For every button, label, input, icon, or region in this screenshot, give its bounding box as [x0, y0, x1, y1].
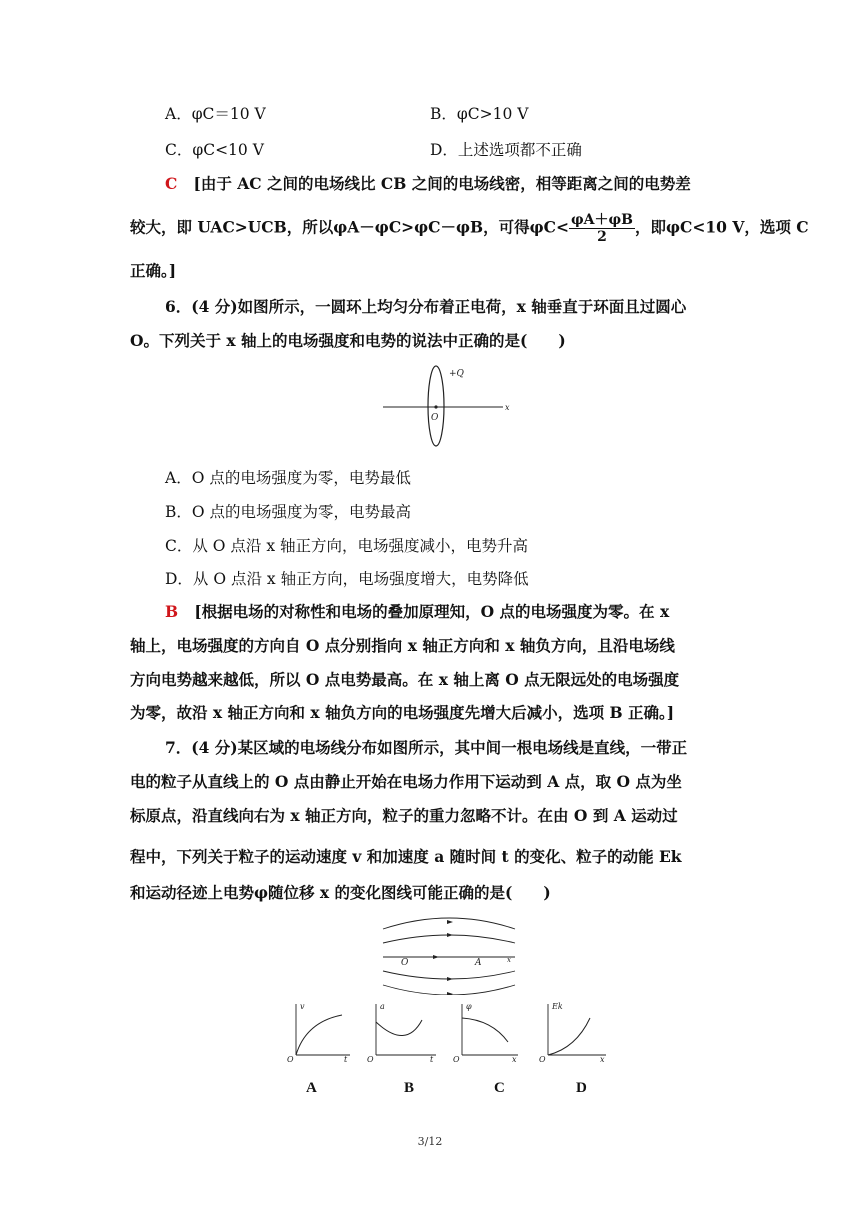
arrow-icon [433, 955, 439, 959]
q5-option-c: C．φC<10 V [165, 141, 264, 159]
panel-a-ylabel: v [300, 1002, 305, 1011]
charge-label: +Q [449, 369, 464, 379]
q6-explanation-line1 [165, 601, 669, 623]
q5-expl-text2b: ，即φC<10 V，选项 C [635, 217, 809, 237]
q5-answer-letter: C [165, 174, 178, 193]
field-line-top-outer [383, 918, 515, 929]
q7-stem-line5: 和运动径迹上电势φ随位移 x 的变化图线可能正确的是( ) [130, 883, 551, 902]
axis-label: x [505, 403, 510, 412]
q5-frac-den: 2 [597, 229, 607, 245]
q6-ring-figure [375, 360, 525, 455]
q7-stem-line2: 电的粒子从直线上的 O 点由静止开始在电场力作用下运动到 A 点，取 O 点为坐 [130, 772, 682, 791]
q6-explanation-line4: 为零，故沿 x 轴正方向和 x 轴负方向的电场强度先增大后减小，选项 B 正确。] [130, 703, 675, 722]
q6-option-c: C．从 O 点沿 x 轴正方向，电场强度减小，电势升高 [165, 537, 529, 555]
panel-a-xlabel: t [344, 1055, 348, 1064]
origin-label: O [431, 413, 439, 423]
panel-b-ylabel: a [380, 1002, 385, 1011]
panel-c-ylabel: φ [466, 1002, 472, 1011]
arrow-icon [447, 977, 453, 981]
q5-expl-text2a: 较大，即 UAC>UCB，所以φA－φC>φC－φB，可得φC< [130, 217, 569, 237]
panel-d-origin: O [539, 1055, 546, 1064]
panel-b-origin: O [367, 1055, 374, 1064]
q6-option-a: A．O 点的电场强度为零，电势最低 [165, 469, 411, 487]
panel-d-label: D [576, 1080, 587, 1096]
q5-fraction [569, 212, 635, 245]
panel-a-origin: O [287, 1055, 294, 1064]
q5-option-d: D．上述选项都不正确 [430, 141, 582, 159]
panel-c-graph [452, 1000, 524, 1065]
panel-d-graph [536, 1000, 612, 1065]
panel-b-xlabel: t [430, 1055, 434, 1064]
panel-b-label: B [404, 1080, 415, 1096]
arrow-icon [447, 920, 453, 924]
q6-stem-line2: O。下列关于 x 轴上的电场强度和电势的说法中正确的是( ) [130, 331, 566, 350]
q7-field-lines-figure [375, 915, 525, 995]
field-A-label: A [475, 958, 482, 968]
panel-b-graph [366, 1000, 442, 1065]
q5-explanation-line2 [130, 212, 809, 245]
panel-a-graph [284, 1000, 354, 1065]
q7-stem-line3: 标原点，沿直线向右为 x 轴正方向，粒子的重力忽略不计。在由 O 到 A 运动过 [130, 806, 678, 825]
q5-option-a: A．φC＝10 V [165, 105, 266, 123]
panel-c-label: C [494, 1080, 505, 1096]
panel-a-label: A [306, 1080, 317, 1096]
q5-option-b: B．φC>10 V [430, 105, 529, 123]
panel-d-xlabel: x [600, 1055, 605, 1064]
q7-stem-line4: 程中，下列关于粒子的运动速度 v 和加速度 a 随时间 t 的变化、粒子的动能 Ek [130, 847, 682, 866]
q6-answer-letter: B [165, 602, 179, 621]
q6-explanation-line3: 方向电势越来越低，所以 O 点电势最高。在 x 轴上离 O 点无限远处的电场强度 [130, 670, 680, 689]
panel-c-xlabel: x [512, 1055, 517, 1064]
q6-expl-text1: [根据电场的对称性和电场的叠加原理知，O 点的电场强度为零。在 x [194, 602, 670, 621]
q7-stem-line1: 7．(4 分)某区域的电场线分布如图所示，其中间一根电场线是直线，一带正 [165, 738, 688, 757]
panel-c-origin: O [453, 1055, 460, 1064]
panel-d-ylabel: Ek [552, 1002, 563, 1011]
q5-explanation-line3: 正确。] [130, 261, 177, 280]
q5-frac-num: φA＋φB [570, 212, 634, 228]
q6-option-b: B．O 点的电场强度为零，电势最高 [165, 503, 412, 521]
q5-expl-text1: [由于 AC 之间的电场线比 CB 之间的电场线密，相等距离之间的电势差 [193, 174, 691, 193]
field-x-label: x [507, 956, 511, 964]
arrow-icon [447, 933, 453, 937]
q6-option-d: D．从 O 点沿 x 轴正方向，电场强度增大，电势降低 [165, 570, 529, 588]
q5-explanation-line1 [165, 173, 691, 195]
origin-point [434, 405, 437, 408]
q6-stem-line1: 6．(4 分)如图所示，一圆环上均匀分布着正电荷，x 轴垂直于环面且过圆心 [165, 297, 687, 316]
page-number: 3/12 [417, 1135, 443, 1148]
field-O-label: O [401, 958, 409, 968]
q6-explanation-line2: 轴上，电场强度的方向自 O 点分别指向 x 轴正方向和 x 轴负方向，且沿电场线 [130, 636, 675, 655]
